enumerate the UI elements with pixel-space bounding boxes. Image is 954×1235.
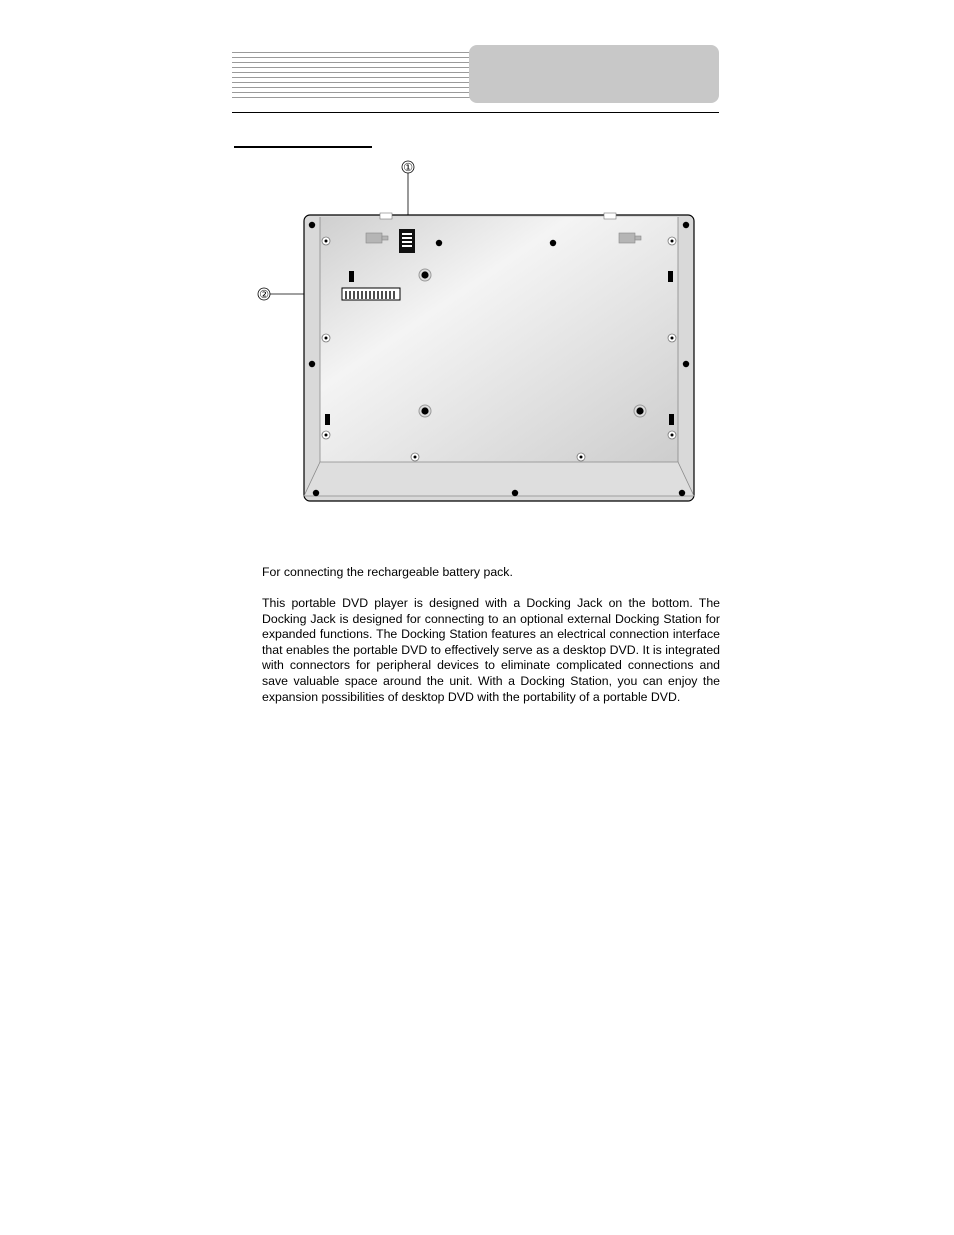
callout-1-label: ① [403,161,413,174]
battery-connector [399,229,415,253]
docking-jack [342,288,400,300]
callout-2-label: ② [259,288,269,301]
docking-jack-description: This portable DVD player is designed with a Docking Jack on the bottom. The Docking Jack is designed for connecting to an optional external Docking Station for expanded functions. The Docking Station features an electrical connection interface that enables the portable DVD to effectively serve as a desktop DVD. It is integrated with connectors for peripheral devices to eliminate complicated connections and save valuable space around the unit. With a Docking Station, you can enjoy the expansion possibilities of desktop DVD with the portability of a portable DVD. [262,596,720,704]
device-body [304,213,694,501]
header-stripes [232,52,472,100]
device-bottom-figure [250,155,710,510]
header-tab [469,45,719,103]
header-rule [232,112,719,113]
battery-connector-description: For connecting the rechargeable battery pack. [262,565,513,579]
section-title-underline [234,146,372,148]
